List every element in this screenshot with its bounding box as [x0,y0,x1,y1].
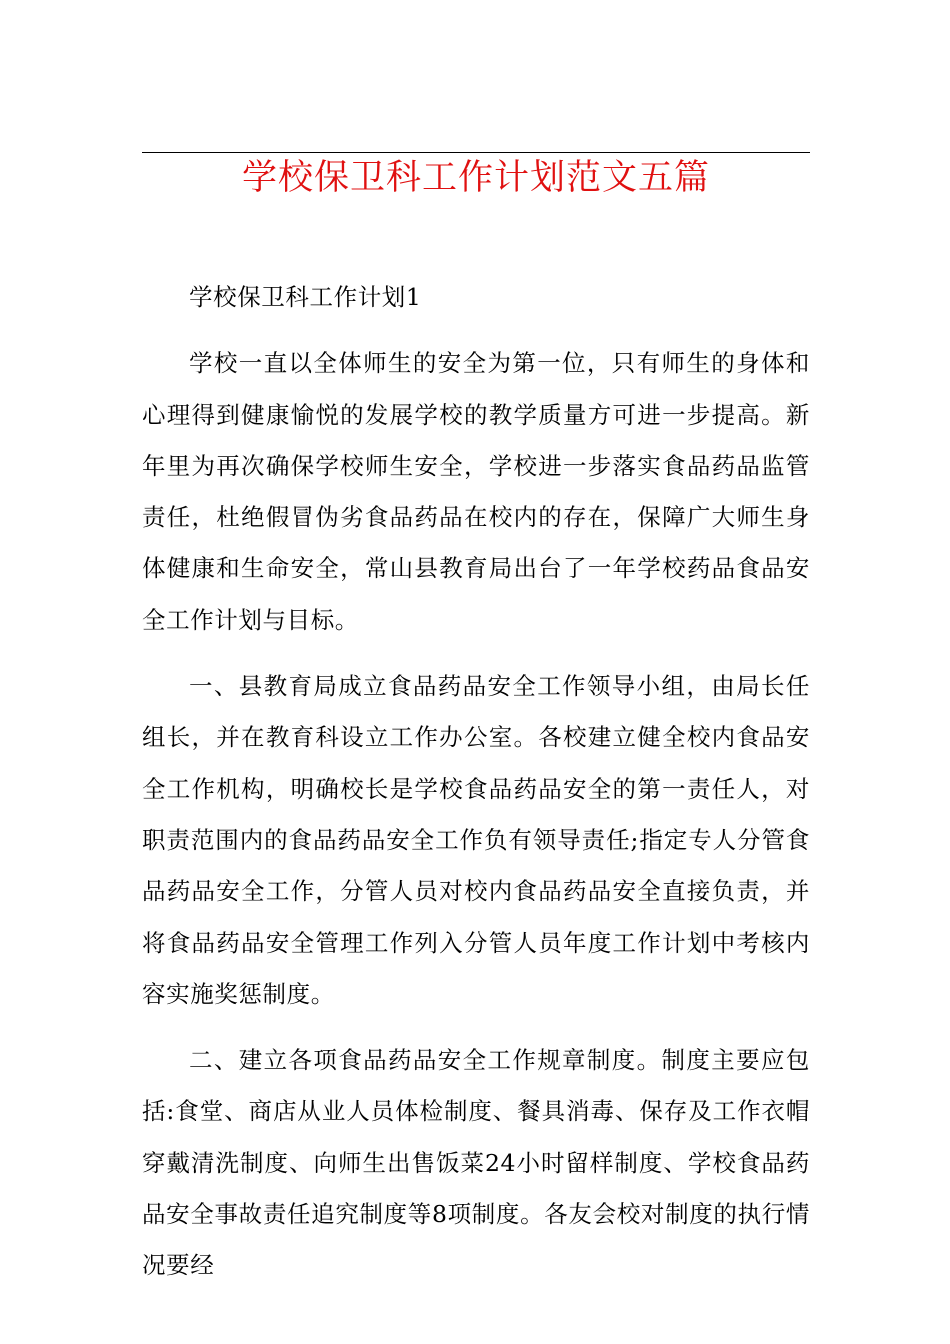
paragraph-intro: 学校一直以全体师生的安全为第一位，只有师生的身体和心理得到健康愉悦的发展学校的教学质量方可进一步提高。新年里为再次确保学校师生安全，学校进一步落实食品药品监管责任，杜绝假冒伪劣食品药品在校内的存在，保障广大师生身体健康和生命安全，常山县教育局出台了一年学校药品食品安全工作计划与目标。 [142,349,810,634]
header-rule [142,152,810,153]
paragraph-item-1: 一、县教育局成立食品药品安全工作领导小组，由局长任组长，并在教育科设立工作办公室。各校建立健全校内食品安全工作机构，明确校长是学校食品药品安全的第一责任人，对职责范围内的食品药品安全工作负有领导责任;指定专人分管食品药品安全工作，分管人员对校内食品药品安全直接负责，并将食品药品安全管理工作列入分管人员年度工作计划中考核内容实施奖惩制度。 [142,672,810,1008]
section-heading: 学校保卫科工作计划1 [189,283,422,311]
document-title: 学校保卫科工作计划范文五篇 [241,158,710,198]
document-body [142,272,810,1307]
paragraph-item-2: 二、建立各项食品药品安全工作规章制度。制度主要应包括:食堂、商店从业人员体检制度、餐具消毒、保存及工作衣帽穿戴清洗制度、向师生出售饭菜24小时留样制度、学校食品药品安全事故责任追究制度等8项制度。各友会校对制度的执行情况要经 [142,1046,810,1280]
